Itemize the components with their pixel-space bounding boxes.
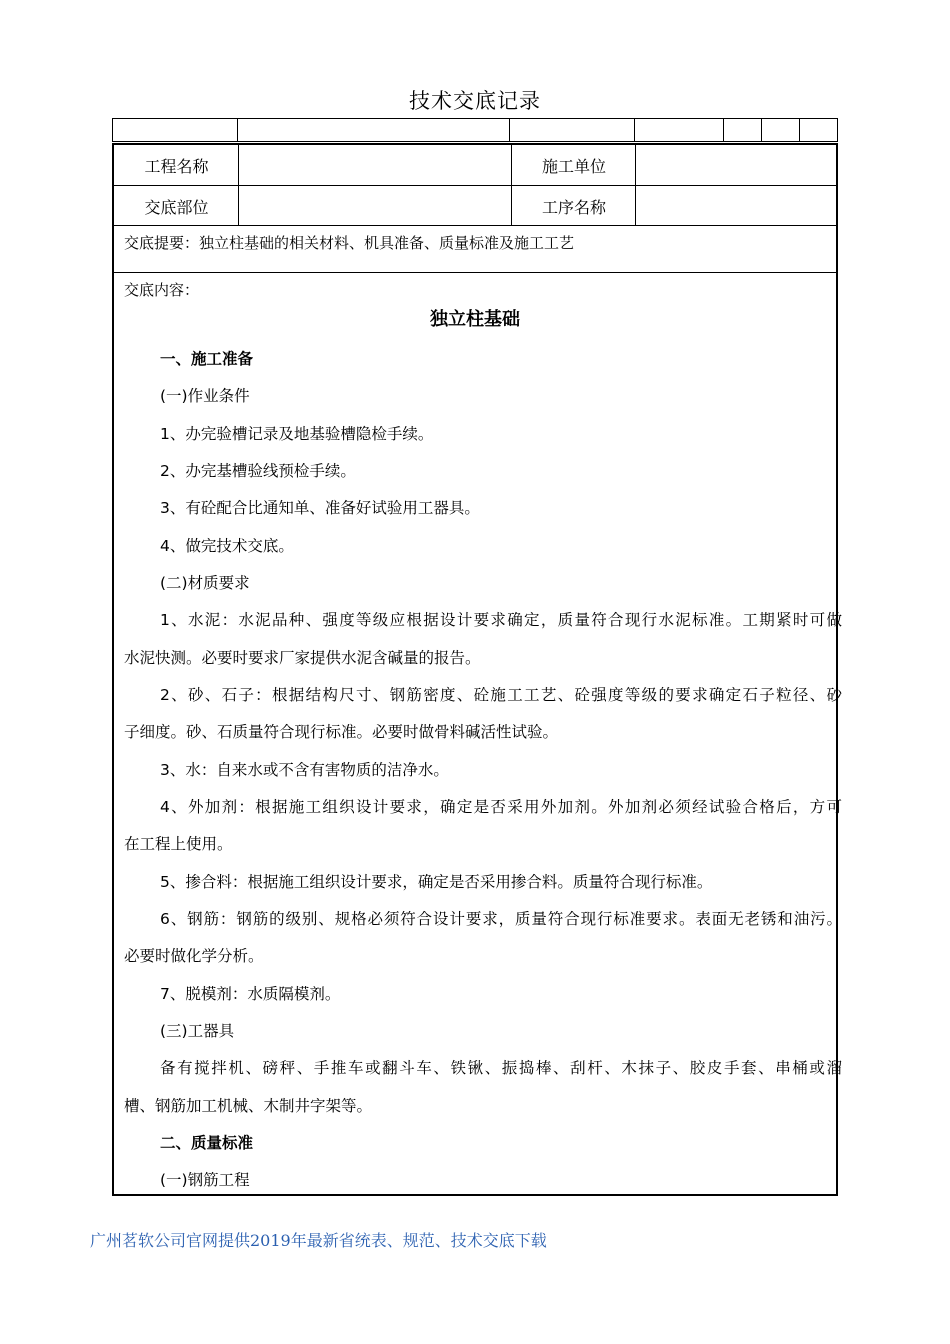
- paragraph-line: 4、做完技术交底。: [160, 537, 294, 555]
- paragraph-line: 2、砂、石子：根据结构尺寸、钢筋密度、砼施工工艺、砼强度等级的要求确定石子粒径、砂: [160, 686, 842, 704]
- record-table: [112, 143, 842, 1196]
- column-divider: [635, 145, 636, 226]
- column-divider: [511, 145, 512, 226]
- disclosure-part-value: [239, 186, 512, 226]
- paragraph-line: 2、办完基槽验线预检手续。: [160, 462, 356, 480]
- grid-cell: [761, 118, 800, 142]
- disclosure-summary: 交底提要：独立柱基础的相关材料、机具准备、质量标准及施工工艺: [124, 234, 575, 252]
- column-divider: [238, 145, 239, 226]
- paragraph-line: 3、水：自来水或不含有害物质的洁净水。: [160, 761, 449, 779]
- row-divider: [114, 272, 836, 273]
- subheading: (三)工器具: [160, 1022, 235, 1040]
- disclosure-part-label: 交底部位: [144, 197, 209, 217]
- project-name-value: [239, 145, 512, 186]
- paragraph-line: 备有搅拌机、磅秤、手推车或翻斗车、铁锹、振捣棒、刮杆、木抹子、胶皮手套、串桶或溜: [160, 1059, 842, 1077]
- footer-note: 广州茗软公司官网提供2019年最新省统表、规范、技术交底下载: [90, 1231, 547, 1250]
- paragraph-line: 6、钢筋：钢筋的级别、规格必须符合设计要求，质量符合现行标准要求。表面无老锈和油污。: [160, 910, 842, 928]
- row-divider: [114, 225, 836, 226]
- grid-cell: [799, 118, 838, 142]
- process-name-value: [636, 186, 838, 226]
- paragraph-line: 1、办完验槽记录及地基验槽隐检手续。: [160, 425, 434, 443]
- grid-cell: [723, 118, 762, 142]
- heading-1: 一、施工准备: [160, 350, 254, 368]
- paragraph-line: 1、水泥：水泥品种、强度等级应根据设计要求确定，质量符合现行水泥标准。工期紧时可做: [160, 611, 842, 629]
- paragraph-line: 水泥快测。必要时要求厂家提供水泥含碱量的报告。: [124, 649, 481, 667]
- header-code-grid: [112, 118, 838, 143]
- document-title: 技术交底记录: [409, 89, 541, 113]
- paragraph-line: 子细度。砂、石质量符合现行标准。必要时做骨料碱活性试验。: [124, 723, 559, 741]
- paragraph-line: 7、脱模剂：水质隔模剂。: [160, 985, 341, 1003]
- construction-unit-label: 施工单位: [541, 157, 606, 176]
- grid-cell: [112, 118, 238, 142]
- paragraph-line: 5、掺合料：根据施工组织设计要求，确定是否采用掺合料。质量符合现行标准。: [160, 873, 713, 891]
- section-title: 独立柱基础: [430, 309, 520, 330]
- subheading: (一)钢筋工程: [160, 1171, 250, 1189]
- paragraph-line: 必要时做化学分析。: [124, 947, 264, 965]
- paragraph-line: 4、外加剂：根据施工组织设计要求，确定是否采用外加剂。外加剂必须经试验合格后，方可: [160, 798, 842, 816]
- project-name-label: 工程名称: [144, 157, 209, 176]
- subheading: (一)作业条件: [160, 387, 250, 405]
- paragraph-line: 在工程上使用。: [124, 835, 233, 853]
- subheading: (二)材质要求: [160, 574, 250, 592]
- construction-unit-value: [636, 145, 838, 186]
- row-divider: [114, 185, 836, 186]
- heading-2: 二、质量标准: [160, 1134, 254, 1152]
- grid-cell: [237, 118, 510, 142]
- paragraph-line: 3、有砼配合比通知单、准备好试验用工器具。: [160, 499, 480, 517]
- paragraph-line: 槽、钢筋加工机械、木制井字架等。: [124, 1097, 373, 1115]
- grid-cell: [634, 118, 724, 142]
- grid-cell: [509, 118, 635, 142]
- process-name-label: 工序名称: [541, 197, 606, 217]
- content-label: 交底内容：: [124, 281, 200, 299]
